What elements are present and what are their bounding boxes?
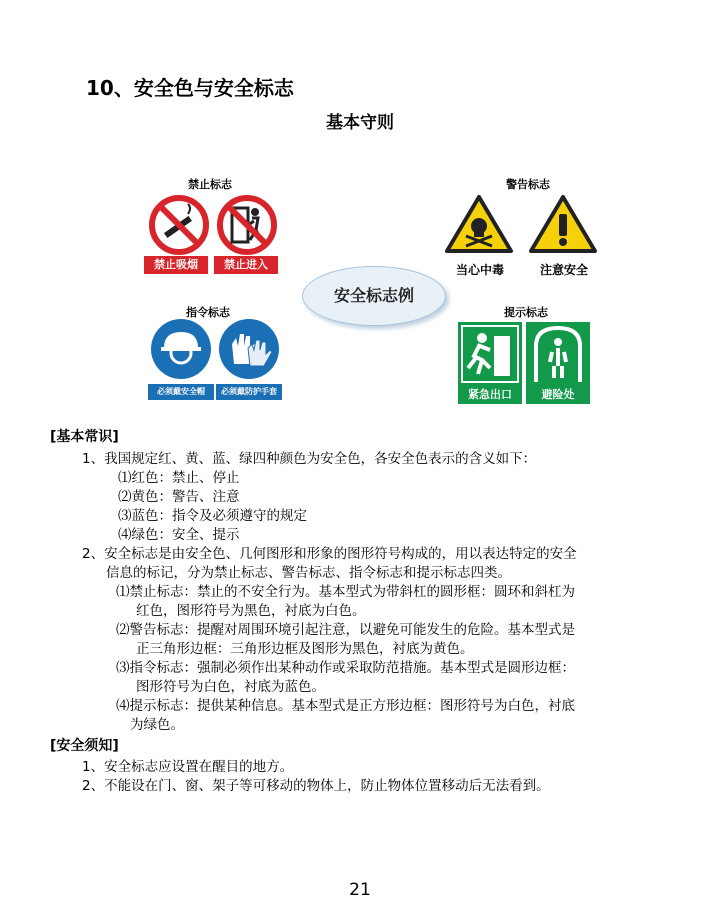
poison-label: 当心中毒	[455, 263, 504, 277]
basic-line-8: ⑴禁止标志：禁止的不安全行为。基本型式为带斜杠的圆形框：圆环和斜杠为	[116, 584, 575, 600]
mandatory-group-title: 指令标志	[186, 306, 230, 319]
basic-line-6: 2、安全标志是由安全色、几何图形和形象的图形符号构成的，用以表达特定的安全	[82, 546, 577, 562]
basic-section-title: [基本常识]	[50, 429, 119, 445]
no-entry-label: 禁止进入	[214, 256, 278, 274]
notice-section-title: [安全须知]	[50, 738, 119, 754]
exit-label: 紧急出口	[458, 386, 522, 404]
basic-line-5: ⑷绿色：安全、提示	[118, 527, 240, 543]
basic-line-1: 1、我国规定红、黄、蓝、绿四种颜色为安全色，各安全色表示的含义如下：	[82, 451, 537, 467]
shelter-icon	[526, 322, 590, 386]
basic-line-12: ⑶指令标志：强制必须作出某种动作或采取防范措施。基本型式是圆形边框：	[116, 660, 575, 676]
section-heading: 10、安全色与安全标志	[86, 76, 294, 100]
basic-line-14: ⑷提示标志：提供某种信息。基本型式是正方形边框：图形符号为白色，衬底	[116, 698, 575, 714]
basic-line-15: 为绿色。	[130, 717, 184, 733]
gloves-icon	[218, 318, 280, 380]
helmet-icon	[150, 318, 212, 380]
helmet-label: 必须戴安全帽	[148, 384, 214, 400]
basic-line-11: 正三角形边框：三角形边框及图形为黑色，衬底为黄色。	[136, 641, 474, 657]
shelter-label: 避险处	[526, 386, 590, 404]
no-smoking-label: 禁止吸烟	[144, 256, 208, 274]
no-smoking-icon	[148, 194, 210, 256]
emergency-exit-icon	[458, 322, 522, 386]
prohibition-group-title: 禁止标志	[188, 178, 232, 191]
notice-line-1: 1、安全标志应设置在醒目的地方。	[82, 759, 294, 775]
notice-line-2: 2、不能设在门、窗、架子等可移动的物体上，防止物体位置移动后无法看到。	[82, 778, 550, 794]
basic-line-3: ⑵黄色：警告、注意	[118, 489, 240, 505]
section-subheading: 基本守则	[326, 113, 394, 133]
center-label: 安全标志例	[302, 266, 446, 326]
information-group-title: 提示标志	[504, 306, 548, 319]
warning-group-title: 警告标志	[506, 178, 550, 191]
no-entry-icon	[216, 194, 278, 256]
exclamation-warning-icon	[528, 194, 598, 254]
basic-line-4: ⑶蓝色：指令及必须遵守的规定	[118, 508, 307, 524]
basic-line-13: 图形符号为白色，衬底为蓝色。	[136, 679, 325, 695]
gloves-label: 必须戴防护手套	[216, 384, 282, 400]
basic-line-2: ⑴红色：禁止、停止	[118, 470, 240, 486]
basic-line-10: ⑵警告标志：提醒对周围环境引起注意，以避免可能发生的危险。基本型式是	[116, 622, 575, 638]
page-number: 21	[349, 880, 371, 900]
poison-warning-icon	[444, 194, 514, 254]
basic-line-7: 信息的标记，分为禁止标志、警告标志、指令标志和提示标志四类。	[106, 565, 511, 581]
basic-line-9: 红色，图形符号为黑色，衬底为白色。	[136, 603, 366, 619]
caution-label: 注意安全	[539, 263, 588, 277]
